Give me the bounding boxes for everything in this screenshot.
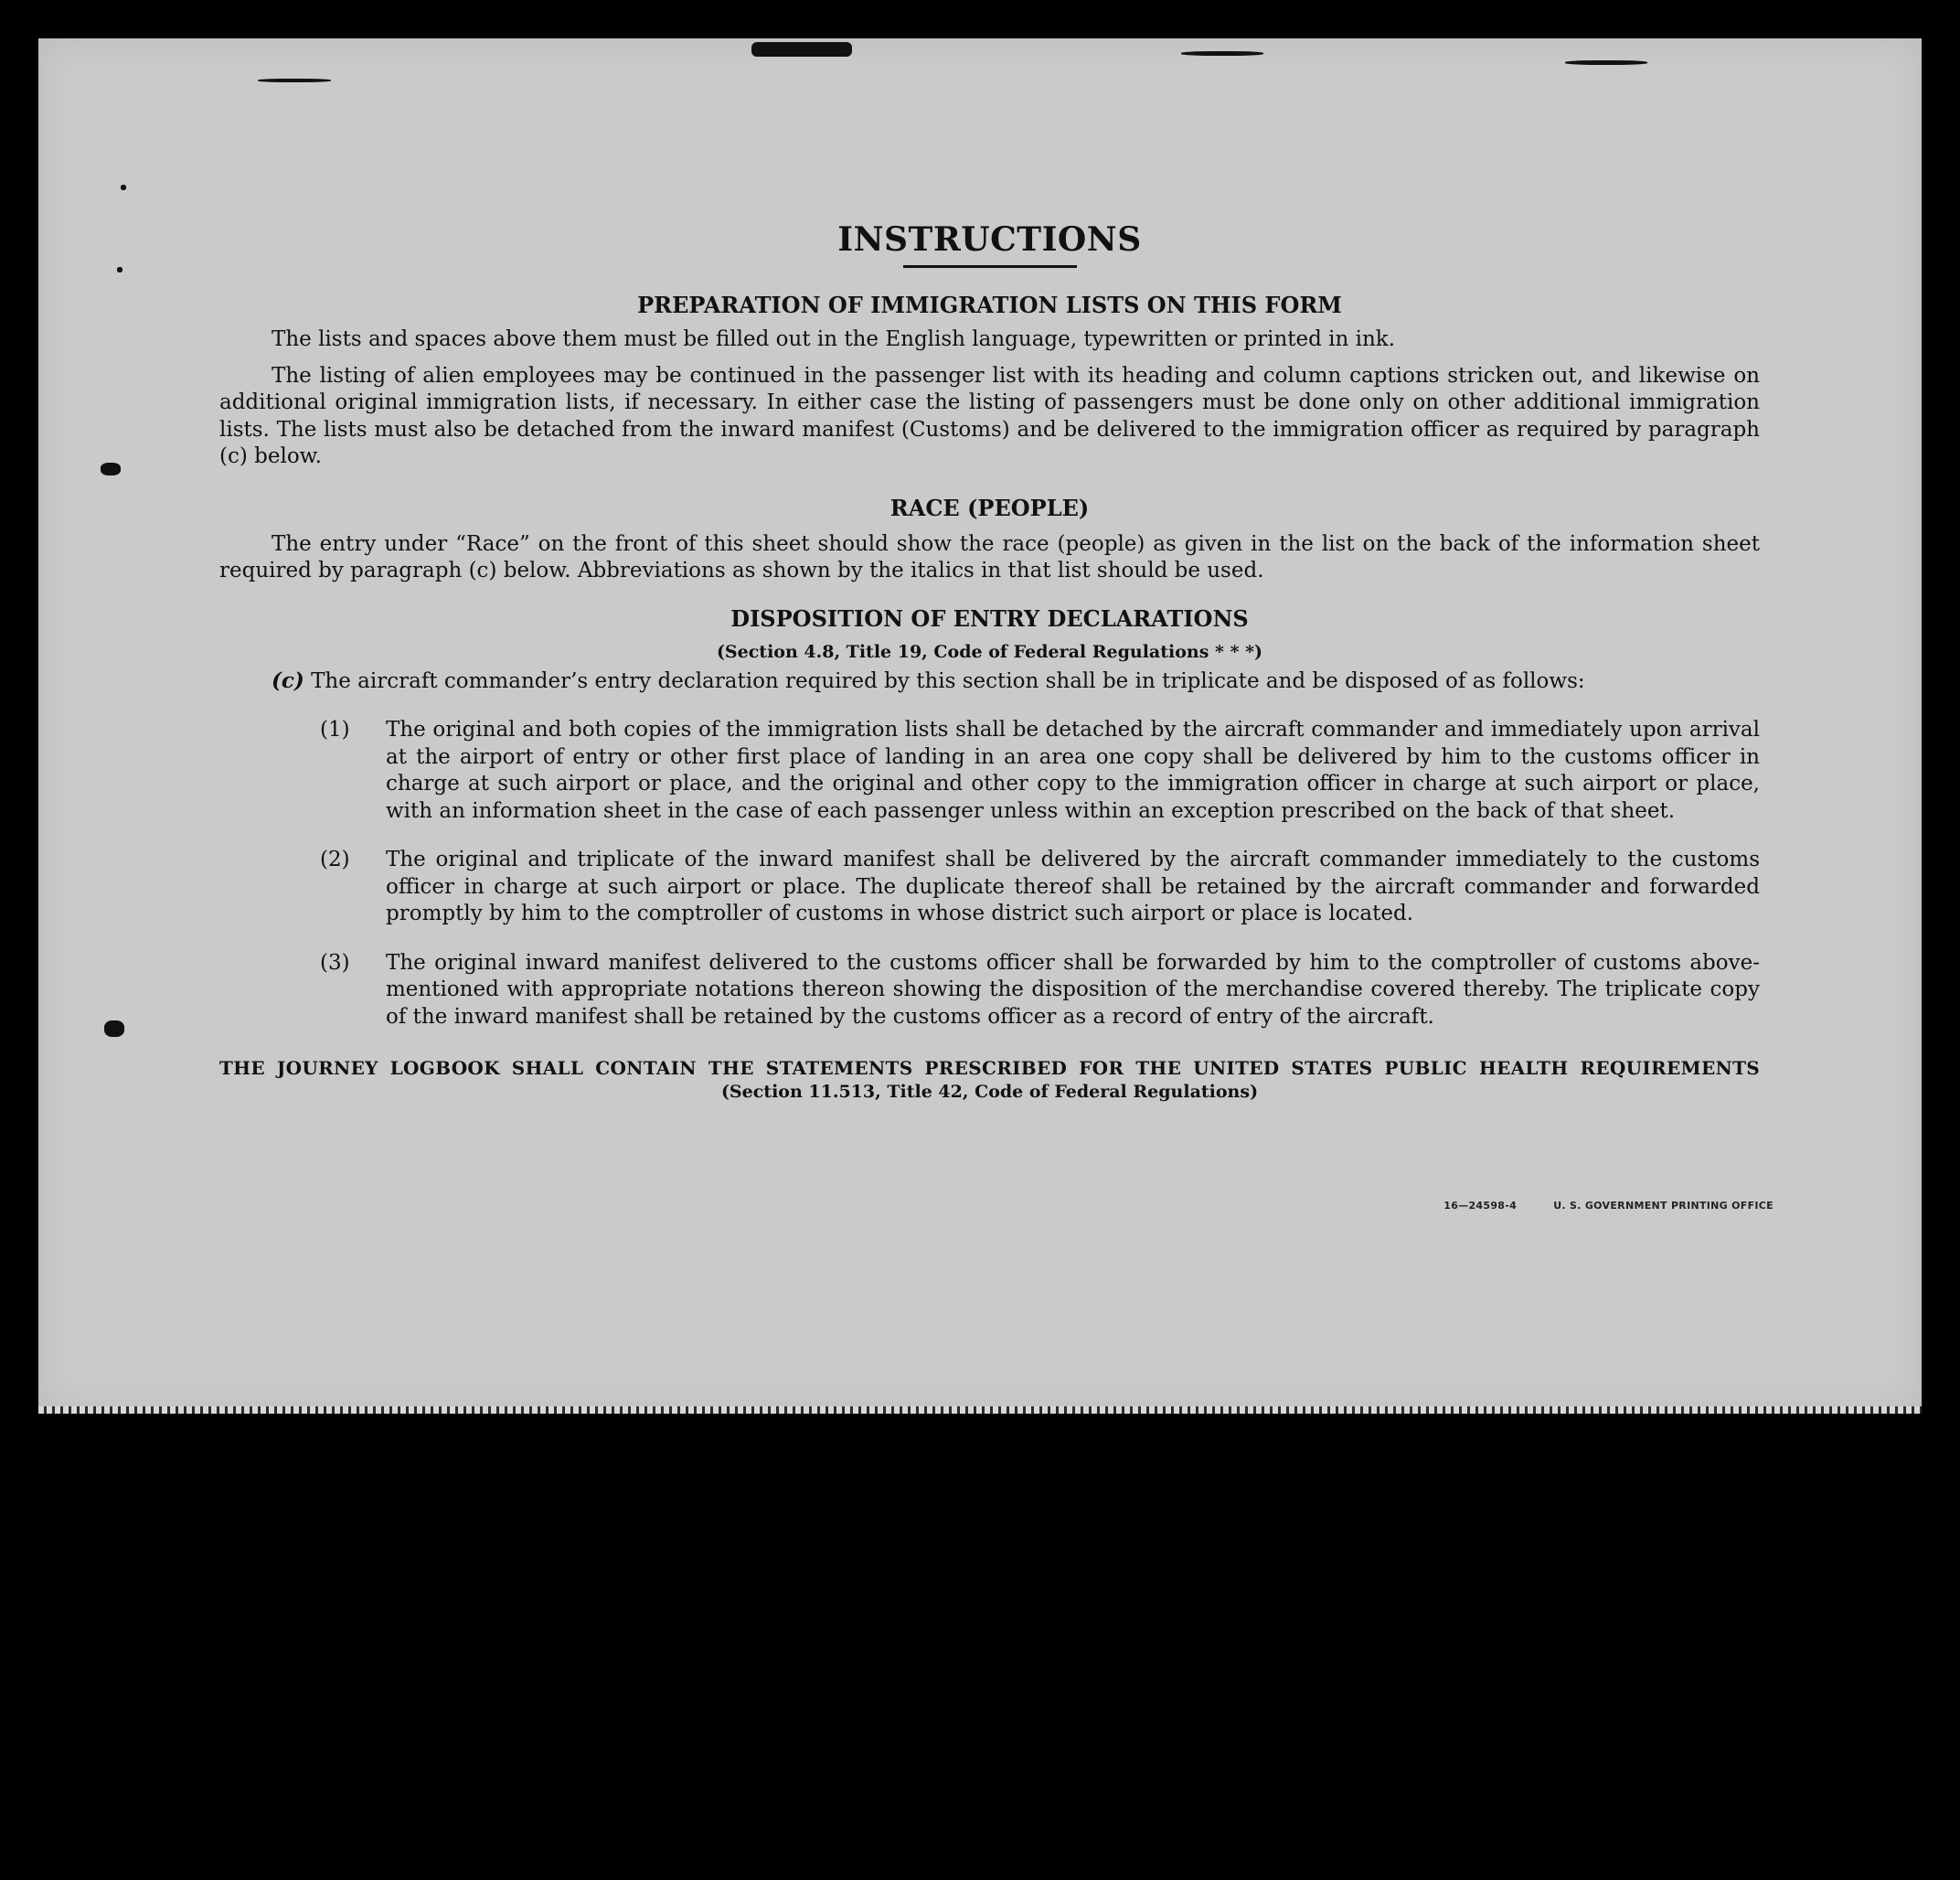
item-number: (2) [320, 848, 350, 871]
race-heading: RACE (PEOPLE) [889, 494, 1090, 521]
item-text: The original and triplicate of the inward manifest shall be delivered by the aircraft commander immediately to the customs officer in charge at such airport or place. The duplicate thereof shall be retained by the aircraft commander and forwarded promptly by him to the comptroller of customs in whose district such airport or place is located. [386, 848, 1760, 925]
title-underline [903, 265, 1077, 268]
ink-mark [1565, 60, 1647, 65]
ink-mark [117, 267, 122, 272]
disposition-intro [219, 668, 1760, 696]
ink-mark [121, 185, 126, 190]
ink-mark [1181, 51, 1263, 56]
printer-imprint [1443, 1200, 1774, 1212]
paragraph-label: (c) [272, 668, 304, 693]
item-number: (3) [320, 950, 350, 975]
disposition-citation: (Section 4.8, Title 19, Code of Federal Regulations * * *) [716, 641, 1263, 662]
form-number: 16—24598-4 [1443, 1200, 1518, 1212]
preparation-heading: PREPARATION OF IMMIGRATION LISTS ON THIS FORM [637, 292, 1342, 318]
item-text: The original and both copies of the immigration lists shall be detached by the aircraft commander and immediately upon arrival at the airport of entry or other first place of landing in an area one copy shall be delivered by him to the customs officer in charge at such airport or place, and the original and other copy to the immigration officer in charge at such airport or place, with an information sheet in the case of each passenger unless within an exception prescribed on the back of that sheet. [386, 718, 1760, 823]
race-paragraph: The entry under “Race” on the front of this sheet should show the race (people) as given in the list on the back of the information sheet required by paragraph (c) below. Abbreviations as shown by the italics in that list should be used. [219, 531, 1760, 582]
page-title: INSTRUCTIONS [837, 220, 1142, 259]
preparation-paragraph-2: The listing of alien employees may be continued in the passenger list with its heading and column captions stricken out, and likewise on additional original immigration lists, if necessary. In either case the listing of passengers must be done only on other additional immigration lists. The lists must also be detached from the inward manifest (Customs) and be delivered to the immigration officer as required by paragraph (c) below. [219, 363, 1760, 468]
list-item [219, 950, 1760, 1031]
health-requirements-statement: THE JOURNEY LOGBOOK SHALL CONTAIN THE STATEMENTS PRESCRIBED FOR THE UNITED STATES PUBLIC HEALTH REQUIREMENTS [219, 1057, 1760, 1079]
preparation-paragraph-1: The lists and spaces above them must be filled out in the English language, typewritten or printed in ink. [272, 327, 1396, 351]
printer-name: U. S. GOVERNMENT PRINTING OFFICE [1553, 1200, 1774, 1212]
list-item [219, 717, 1760, 825]
health-requirements-citation: (Section 11.513, Title 42, Code of Federal Regulations) [720, 1082, 1259, 1102]
item-number: (1) [320, 718, 350, 742]
disposition-items [219, 717, 1760, 1031]
instructions-content [219, 219, 1760, 1104]
list-item [219, 847, 1760, 928]
ink-mark [101, 463, 121, 475]
disposition-intro-text: The aircraft commander’s entry declaration required by this section shall be in triplicate and be disposed of as follows: [311, 668, 1585, 693]
ink-mark [258, 79, 331, 82]
perforated-edge [38, 1406, 1922, 1414]
ink-mark [751, 42, 852, 57]
ink-mark [104, 1020, 124, 1037]
item-text: The original inward manifest delivered to the customs officer shall be forwarded by him to the comptroller of customs above-mentioned with appropriate notations thereon showing the disposition of the merchandise covered thereby. The triplicate copy of the inward manifest shall be retained by the customs officer as a record of entry of the aircraft. [386, 950, 1760, 1029]
disposition-heading: DISPOSITION OF ENTRY DECLARATIONS [730, 604, 1249, 632]
